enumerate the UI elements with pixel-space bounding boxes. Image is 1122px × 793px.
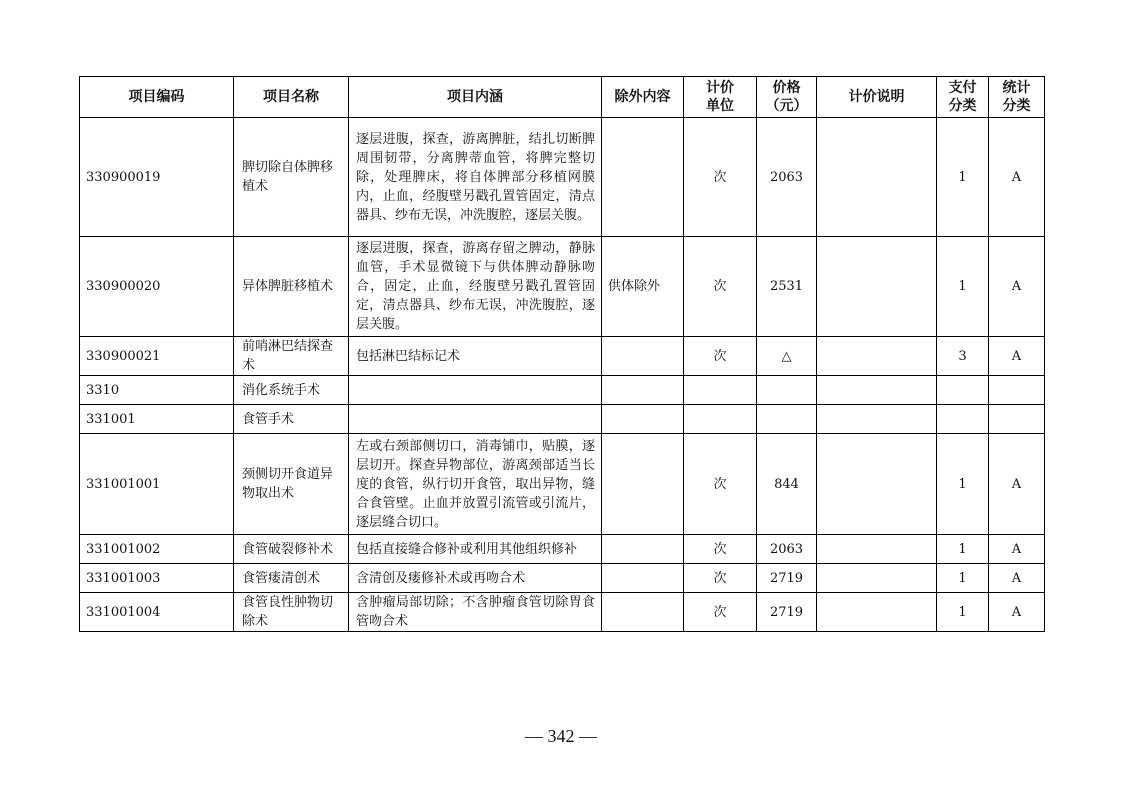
cell-content: 含肿瘤局部切除；不含肿瘤食管切除胃食管吻合术: [349, 593, 602, 632]
header-stat: [989, 77, 1045, 118]
table-row: [80, 593, 1045, 632]
cell-price: 2063: [757, 535, 817, 564]
cell-content: [349, 405, 602, 434]
cell-stat: A: [989, 564, 1045, 593]
cell-stat: A: [989, 535, 1045, 564]
cell-note: [817, 535, 937, 564]
cell-stat: A: [989, 337, 1045, 376]
page-number: — 342 —: [525, 726, 597, 746]
cell-price: 844: [757, 434, 817, 535]
cell-stat: A: [989, 434, 1045, 535]
cell-unit: [684, 405, 757, 434]
cell-code: 330900020: [80, 237, 234, 337]
cell-price: [757, 405, 817, 434]
cell-note: [817, 337, 937, 376]
cell-excluded: [602, 405, 684, 434]
cell-excluded: [602, 376, 684, 405]
cell-pay: [937, 376, 989, 405]
cell-code: 330900021: [80, 337, 234, 376]
header-price: [757, 77, 817, 118]
cell-unit: 次: [684, 237, 757, 337]
cell-name: 异体脾脏移植术: [234, 237, 349, 337]
cell-price: 2063: [757, 118, 817, 237]
table-row: [80, 434, 1045, 535]
cell-note: [817, 118, 937, 237]
table-row: [80, 376, 1045, 405]
cell-excluded: [602, 564, 684, 593]
cell-price: 2719: [757, 564, 817, 593]
cell-stat: [989, 376, 1045, 405]
cell-price: 2719: [757, 593, 817, 632]
header-stat-line2: 分类: [1002, 98, 1031, 114]
header-pay: [937, 77, 989, 118]
cell-price: 2531: [757, 237, 817, 337]
cell-excluded: [602, 593, 684, 632]
cell-unit: 次: [684, 337, 757, 376]
cell-unit: 次: [684, 535, 757, 564]
cell-unit: [684, 376, 757, 405]
cell-content: 逐层进腹，探查，游离存留之脾动，静脉血管，手术显微镜下与供体脾动静脉吻合，固定，止血，经腹壁另戳孔置管固定，清点器具、纱布无误，冲洗腹腔，逐层关腹。: [349, 237, 602, 337]
cell-note: [817, 376, 937, 405]
cell-unit: 次: [684, 118, 757, 237]
header-pay-line2: 分类: [948, 98, 977, 114]
table-row: [80, 535, 1045, 564]
header-unit-line1: 计价: [706, 80, 734, 96]
cell-note: [817, 405, 937, 434]
cell-unit: 次: [684, 593, 757, 632]
cell-stat: [989, 405, 1045, 434]
cell-code: 331001: [80, 405, 234, 434]
cell-note: [817, 434, 937, 535]
cell-price: △: [757, 337, 817, 376]
cell-code: 331001002: [80, 535, 234, 564]
cell-name: 食管破裂修补术: [234, 535, 349, 564]
cell-excluded: [602, 535, 684, 564]
cell-excluded: 供体除外: [602, 237, 684, 337]
header-unit: [684, 77, 757, 118]
header-stat-line1: 统计: [1002, 80, 1031, 96]
table-row: [80, 118, 1045, 237]
cell-name: 食管手术: [234, 405, 349, 434]
cell-content: 包括淋巴结标记术: [349, 337, 602, 376]
cell-content: 含清创及瘘修补术或再吻合术: [349, 564, 602, 593]
cell-excluded: [602, 337, 684, 376]
cell-pay: 1: [937, 564, 989, 593]
header-name: 项目名称: [234, 77, 349, 118]
cell-note: [817, 593, 937, 632]
cell-stat: A: [989, 118, 1045, 237]
cell-note: [817, 237, 937, 337]
header-unit-line2: 单位: [706, 98, 734, 114]
table-row: [80, 564, 1045, 593]
cell-content: [349, 376, 602, 405]
cell-code: 330900019: [80, 118, 234, 237]
cell-name: 消化系统手术: [234, 376, 349, 405]
cell-unit: 次: [684, 564, 757, 593]
header-pay-line1: 支付: [948, 80, 977, 96]
cell-excluded: [602, 118, 684, 237]
cell-name: 食管良性肿物切除术: [234, 593, 349, 632]
cell-pay: 1: [937, 593, 989, 632]
cell-pay: 1: [937, 237, 989, 337]
cell-pay: 3: [937, 337, 989, 376]
fee-table: [79, 76, 1045, 632]
cell-pay: 1: [937, 118, 989, 237]
table-row: [80, 237, 1045, 337]
header-price-line2: （元）: [765, 98, 808, 114]
cell-stat: A: [989, 593, 1045, 632]
cell-code: 331001004: [80, 593, 234, 632]
cell-pay: [937, 405, 989, 434]
cell-content: 左或右颈部侧切口，消毒铺巾，贴膜，逐层切开。探查异物部位，游离颈部适当长度的食管，纵行切开食管，取出异物，缝合食管壁。止血并放置引流管或引流片，逐层缝合切口。: [349, 434, 602, 535]
cell-name: 颈侧切开食道异物取出术: [234, 434, 349, 535]
cell-name: 前哨淋巴结探查术: [234, 337, 349, 376]
cell-note: [817, 564, 937, 593]
cell-code: 331001003: [80, 564, 234, 593]
cell-pay: 1: [937, 434, 989, 535]
cell-unit: 次: [684, 434, 757, 535]
cell-pay: 1: [937, 535, 989, 564]
table-row: [80, 405, 1045, 434]
cell-code: 3310: [80, 376, 234, 405]
cell-code: 331001001: [80, 434, 234, 535]
header-code: 项目编码: [80, 77, 234, 118]
cell-content: 包括直接缝合修补或利用其他组织修补: [349, 535, 602, 564]
cell-name: 食管瘘清创术: [234, 564, 349, 593]
cell-excluded: [602, 434, 684, 535]
header-row: [80, 77, 1045, 118]
header-price-line1: 价格: [772, 80, 801, 96]
cell-stat: A: [989, 237, 1045, 337]
cell-name: 脾切除自体脾移植术: [234, 118, 349, 237]
header-content: 项目内涵: [349, 77, 602, 118]
cell-price: [757, 376, 817, 405]
header-note: 计价说明: [817, 77, 937, 118]
cell-content: 逐层进腹，探查，游离脾脏，结扎切断脾周围韧带，分离脾蒂血管，将脾完整切除，处理脾床，将自体脾部分移植网膜内，止血，经腹壁另戳孔置管固定，清点器具、纱布无误，冲洗腹腔，逐层关腹。: [349, 118, 602, 237]
table-row: [80, 337, 1045, 376]
header-excluded: 除外内容: [602, 77, 684, 118]
